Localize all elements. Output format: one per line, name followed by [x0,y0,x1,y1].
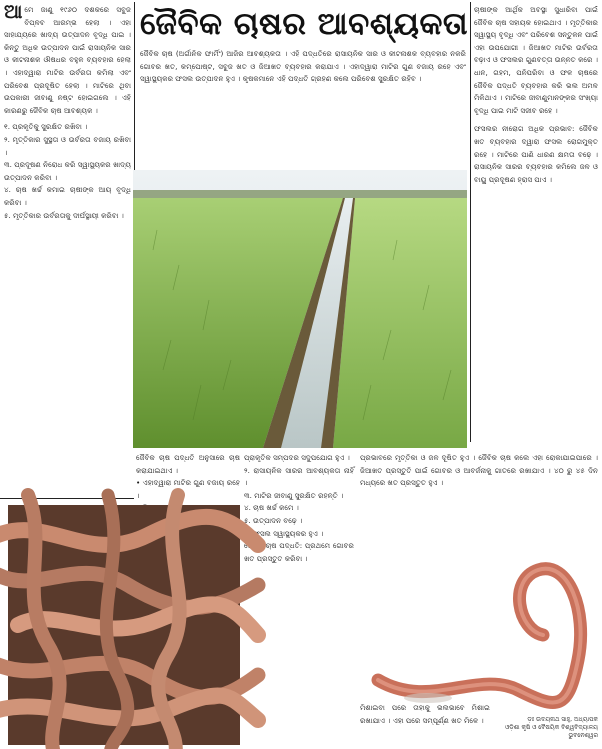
point-3: ୩. ପ୍ରଦୂଷଣ ନିରୋଧ କରି ସ୍ୱାସ୍ଥ୍ୟକର ଖାଦ୍ୟ ଉତ୍ପାଦନ କରିବା । [4,160,131,182]
intro-paragraph [140,48,466,166]
column-divider-right [470,2,471,442]
earthworm-closeup-photo [368,540,598,718]
bottom-center-paragraph: ମିଶାଇବା ପରେ ତାହାକୁ ଭଲଭାବେ ମିଶାଇ ରଖାଯାଏ । ଏହା ପରେ ସମ୍ପୂର୍ଣ୍ଣ ଖତ ମିଳେ । [360,703,490,725]
earthworms-photo [8,505,240,745]
left-column [4,1,131,494]
point-5: ୫. ମୃତ୍ତିକାର ଉର୍ବରତାକୁ ଦୀର୍ଘସ୍ଥାୟୀ କରିବା । [4,210,124,220]
rice-field-photo [133,170,467,448]
author-name: ଡ଼ଃ ଉଦୟନାଥ ସାହୁ, ଅଧ୍ୟାପକ ଓଡ଼ିଶା କୃଷି ଓ ବୈଷୟିକ ବିଶ୍ୱବିଦ୍ୟାଳୟ [505,716,598,731]
point-4: ୪. ଚାଷ ଖର୍ଚ୍ଚ କମାଇ ଚାଷୀଙ୍କ ଆୟ ବୃଦ୍ଧି କରିବା । [4,185,131,207]
article-headline: ଜୈବିକ ଚାଷର ଆବଶ୍ୟକତା [140,6,469,42]
right-column-text: ଚାଷୀଙ୍କ ଆର୍ଥିକ ଅବସ୍ଥା ସୁଧାରିବା ପାଇଁ ଜୈବିକ ଚାଷ ସହାୟକ ହୋଇଥାଏ । ମୃତ୍ତିକାର ସ୍ୱାସ୍ଥ୍ୟ ବୃଦ୍ଧି ଏବଂ ପରିବେଶ ସନ୍ତୁଳନ ପାଇଁ ଏହା ଉପଯୋଗୀ । ଜିଆଖତ ମାଟିର ଉର୍ବରତା ବଢ଼ାଏ ଓ ଫସଲର ଗୁଣବତ୍ତା ଉନ୍ନତ କରେ । ଧାନ, ଗହମ, ପନିପରିବା ଓ ଫଳ ଚାଷରେ ଜୈବିକ ପଦ୍ଧତି ବ୍ୟବହାର କରି ଭଲ ଅମଳ ମିଳିଥାଏ । ମାଟିରେ ଜୀବାଣୁମାନଙ୍କର ସଂଖ୍ୟା ବୃଦ୍ଧି ପାଇ ମାଟି ସଜୀବ ରହେ । [474,5,598,115]
point-2: ୨. ମୃତ୍ତିକାର ସୁସ୍ଥତା ଓ ଉର୍ବରତା ବଜାୟ ରଖିବା । [4,134,131,157]
right-column-text-2: ଫସଲର ନୀରୋଗ ଅଧିକ ପ୍ରଭାବ: ଜୈବିକ ଖତ ବ୍ୟବହାର ଦ୍ୱାରା ଫସଲ ରୋଗମୁକ୍ତ ରହେ । ମାଟିରେ ପାଣି ଧାରଣ କ୍ଷମତା ବଢ଼େ । ରାସାୟନିକ ସାରର ବ୍ୟବହାର କମିଲେ ଜଳ ଓ ବାୟୁ ପ୍ରଦୂଷଣ ହ୍ରାସ ପାଏ । [474,124,598,184]
mid-center-paragraph: ପ୍ରାକୃତିକ ସମ୍ପଦର ସଦୁପଯୋଗ ହୁଏ । ୨. ରାସାୟନିକ ସାରର ଆବଶ୍ୟକତା ନାହିଁ । ୩. ମାଟିର ଜୀବାଣୁ ସୁରକ୍ଷିତ ରହନ୍ତି । ୪. ଚାଷ ଖର୍ଚ୍ଚ କମେ । ୫. ଉତ୍ପାଦନ ବଢ଼େ । ୬. ଫସଲ ସ୍ୱାସ୍ଥ୍ୟକର ହୁଏ । ଜୈବିକ ଚାଷ ପଦ୍ଧତି: ପ୍ରଥମେ ଗୋବର ଖତ ପ୍ରସ୍ତୁତ କରିବା । [244,453,354,563]
dropcap: ଆ [4,1,23,23]
mid-left-text [136,452,240,500]
mid-right-paragraph: ପ୍ରଭାବରେ ମୃତ୍ତିକା ଓ ଜଳ ଦୂଷିତ ହୁଏ । ଜୈବିକ ଚାଷ କଲେ ଏହା ରୋକାଯାଇପାରେ । ଜିଆଖତ ପ୍ରସ୍ତୁତି ପାଇଁ ଗୋବର ଓ ଆବର୍ଜନାକୁ ଗାତରେ ରଖାଯାଏ । ୪୦ ରୁ ୪୫ ଦିନ ମଧ୍ୟରେ ଖତ ପ୍ରସ୍ତୁତ ହୁଏ । [360,453,598,488]
right-column [474,4,598,444]
mid-left-paragraph: ଜୈବିକ ଚାଷ ପଦ୍ଧତି ଅନୁସାରେ ଚାଷ କରାଯାଇଥାଏ । • ଏହାଦ୍ୱାରା ମାଟିର ଗୁଣ ବଜାୟ ରହେ । [136,453,240,500]
author-city: ଭୁବନେଶ୍ୱର [568,732,598,739]
point-1: ୧. ପ୍ରକୃତିକୁ ସୁରକ୍ଷିତ ରଖିବା । [4,122,88,132]
left-column-text: ମେ ଜାଣୁ ୧୯୬୦ ଦଶକରେ ସବୁଜ ବିପ୍ଳବ ଆରମ୍ଭ ହେଲା । ଏହା ସାହାଯ୍ୟରେ ଖାଦ୍ୟ ଉତ୍ପାଦନ ବୃଦ୍ଧି ପାଇ । କିନ୍ତୁ ଅଧିକ ଉତ୍ପାଦନ ପାଇଁ ରାସାୟନିକ ସାର ଓ କୀଟନାଶକ ଔଷଧର ବହୁଳ ବ୍ୟବହାର ହେଲା । ଏହାଦ୍ୱାରା ମାଟିର ଉର୍ବରତା କମିଲା ଏବଂ ପରିବେଶ ପ୍ରଦୂଷିତ ହେଲା । ମାଟିରେ ଥିବା ଉପକାରୀ ଜୀବାଣୁ ନଷ୍ଟ ହୋଇଗଲେ । ଏହି କାରଣରୁ ଜୈବିକ ଚାଷ ଆବଶ୍ୟକ । [4,5,131,115]
intro-text: ଜୈବିକ ଚାଷ (ଅର୍ଗାନିକ ଫାର୍ମିଂ) ଆଜିର ଆବଶ୍ୟକତା । ଏହି ପଦ୍ଧତିରେ ରାସାୟନିକ ସାର ଓ କୀଟନାଶକ ବ୍ୟବହାର ନକରି ଗୋବର ଖତ, କମ୍ପୋଷ୍ଟ, ସବୁଜ ଖତ ଓ ଜିଆଖତ ବ୍ୟବହାର କରାଯାଏ । ଏହାଦ୍ୱାରା ମାଟିର ଗୁଣ ବଜାୟ ରହେ ଏବଂ ସ୍ୱାସ୍ଥ୍ୟକର ଫସଲ ଉତ୍ପାଦନ ହୁଏ । କୃଷକମାନେ ଏହି ପଦ୍ଧତି ଗ୍ରହଣ କଲେ ପରିବେଶ ସୁରକ୍ଷିତ ରହିବ । [140,49,466,84]
author-caption [470,716,598,746]
